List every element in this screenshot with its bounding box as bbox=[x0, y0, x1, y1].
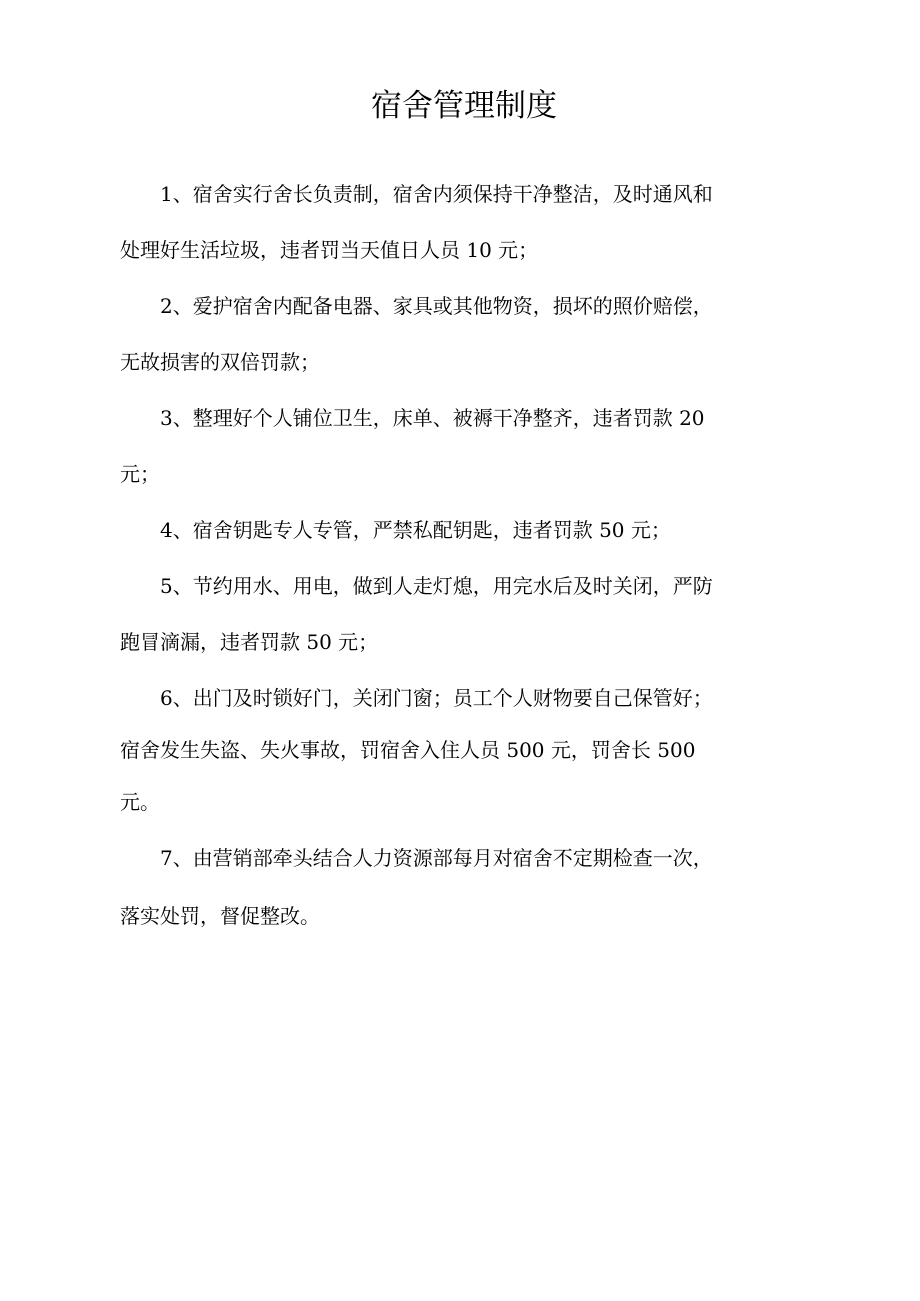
rule-6-line-2: 宿舍发生失盗、失火事故，罚宿舍入住人员 500 元，罚舍长 500 bbox=[120, 738, 696, 762]
rule-6-line-3: 元。 bbox=[120, 790, 160, 814]
rule-5-line-1: 5、节约用水、用电，做到人走灯熄，用完水后及时关闭，严防 bbox=[160, 574, 713, 598]
rule-7-line-2: 落实处罚，督促整改。 bbox=[120, 904, 320, 928]
document-title: 宿舍管理制度 bbox=[371, 88, 557, 124]
rule-3-line-2: 元； bbox=[120, 462, 160, 486]
rule-3-line-1: 3、整理好个人铺位卫生，床单、被褥干净整齐，违者罚款 20 bbox=[160, 406, 705, 430]
rule-4-line-1: 4、宿舍钥匙专人专管，严禁私配钥匙，违者罚款 50 元； bbox=[160, 518, 671, 542]
rule-1-line-2: 处理好生活垃圾，违者罚当天值日人员 10 元； bbox=[120, 238, 539, 262]
rule-2-line-1: 2、爱护宿舍内配备电器、家具或其他物资，损坏的照价赔偿， bbox=[160, 294, 713, 318]
rule-2-line-2: 无故损害的双倍罚款； bbox=[120, 350, 320, 374]
rule-6-line-1: 6、出门及时锁好门，关闭门窗；员工个人财物要自己保管好； bbox=[160, 686, 713, 710]
rule-7-line-1: 7、由营销部牵头结合人力资源部每月对宿舍不定期检查一次， bbox=[160, 846, 713, 870]
rule-1-line-1: 1、宿舍实行舍长负责制，宿舍内须保持干净整洁，及时通风和 bbox=[160, 182, 713, 206]
rule-5-line-2: 跑冒滴漏，违者罚款 50 元； bbox=[120, 630, 379, 654]
